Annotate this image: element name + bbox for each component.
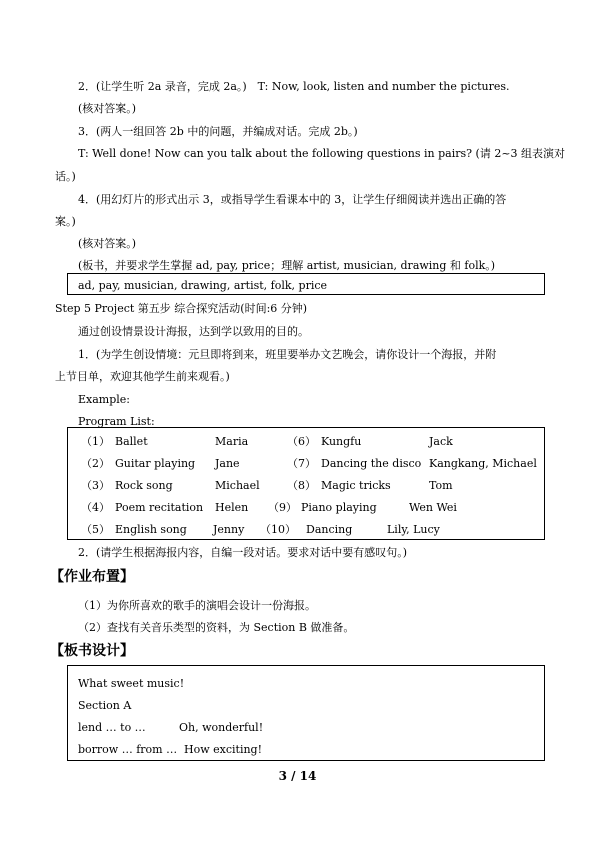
text-line: Example: [78,393,130,406]
program-performer: Jenny [213,523,245,536]
program-number: （9） [268,501,297,514]
program-list-box [67,427,545,540]
text-line: (核对答案。) [78,102,137,115]
text-line: 通过创设情景设计海报，达到学以致用的目的。 [78,325,309,338]
program-number: （6） [287,435,316,448]
program-item: Guitar playing [115,457,196,470]
program-number: （7） [287,457,316,470]
vocab-box [67,273,545,295]
homework-item: （1）为你所喜欢的歌手的演唱会设计一份海报。 [78,599,316,612]
program-item: Dancing the disco [321,457,422,470]
program-number: （4） [81,501,110,514]
text-line: 3．(两人一组回答 2b 中的问题，并编成对话。完成 2b。) [78,125,358,138]
page-number: 3 / 14 [278,769,317,783]
text-line: 4．(用幻灯片的形式出示 3，或指导学生看课本中的 3，让学生仔细阅读并选出正确的答 [78,193,507,206]
text-line: (板书，并要求学生掌握 ad, pay, price；理解 artist, musician, drawing 和 folk。) [78,259,496,272]
homework-heading: 【作业布置】 [50,569,134,585]
text-line: 1．(为学生创设情境：元旦即将到来，班里要举办文艺晚会，请你设计一个海报，并附 [78,348,497,361]
program-performer: Tom [429,479,453,492]
text-line: 上节目单，欢迎其他学生前来观看。) [55,370,230,383]
text-line: T: Well done! Now can you talk about the following questions in pairs? (请 2~3 组表演对 [78,147,566,160]
program-item: Kungfu [321,435,362,448]
program-performer: Jack [429,435,453,448]
program-performer: Maria [215,435,249,448]
program-number: （2） [81,457,110,470]
board-heading: 【板书设计】 [50,643,134,659]
program-number: （8） [287,479,316,492]
board-line: Oh, wonderful! [179,721,264,734]
program-item: Dancing [306,523,353,536]
board-design-box [67,665,545,761]
program-performer: Helen [215,501,249,514]
text-line: Program List: [78,415,155,428]
program-item: Poem recitation [115,501,204,514]
text-line: 2．(请学生根据海报内容，自编一段对话。要求对话中要有感叹句。) [78,546,408,559]
program-item: Piano playing [301,501,377,514]
program-performer: Kangkang, Michael [429,457,537,470]
program-item: Ballet [115,435,148,448]
program-number: （1） [81,435,110,448]
program-performer: Michael [215,479,260,492]
board-line: What sweet music! [78,677,185,690]
program-performer: Wen Wei [409,501,457,514]
program-item: Magic tricks [321,479,391,492]
program-item: Rock song [115,479,173,492]
program-number: （5） [81,523,110,536]
board-line: borrow … from … [78,743,178,756]
text-line: 话。) [55,170,76,183]
board-line: How exciting! [184,743,263,756]
board-line: Section A [78,699,132,712]
program-item: English song [115,523,187,536]
program-performer: Lily, Lucy [387,523,440,536]
step-heading: Step 5 Project 第五步 综合探究活动(时间:6 分钟) [55,302,308,315]
program-performer: Jane [215,457,240,470]
text-line: (核对答案。) [78,237,137,250]
homework-item: （2）查找有关音乐类型的资料，为 Section B 做准备。 [78,621,355,634]
program-number: （10） [260,523,296,536]
text-line: 案。) [55,215,76,228]
text-line: 2．(让学生听 2a 录音，完成 2a。) T: Now, look, listen and number the pictures. [78,80,510,93]
vocab-text: ad, pay, musician, drawing, artist, folk, price [78,279,328,292]
board-line: lend … to … [78,721,146,734]
program-number: （3） [81,479,110,492]
